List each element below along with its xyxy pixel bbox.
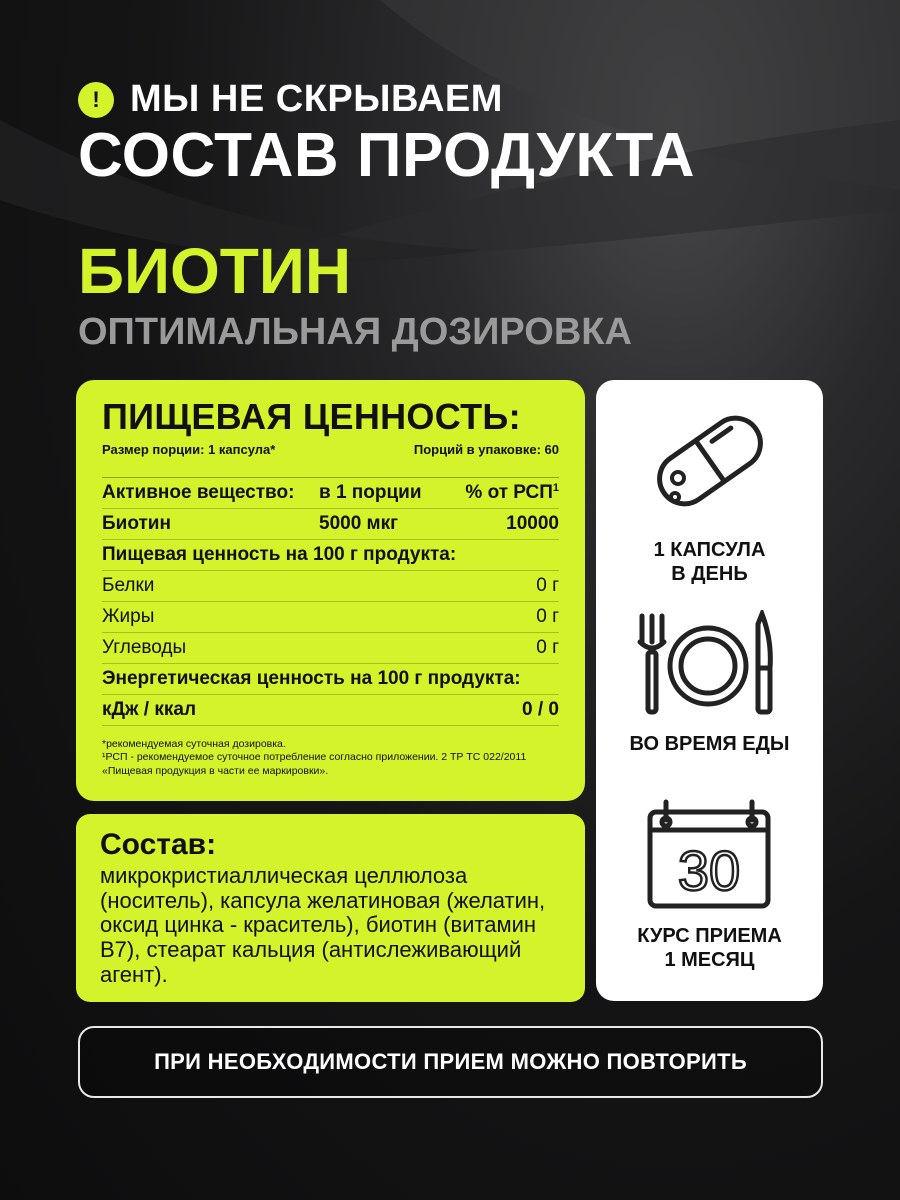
- nutrition-card: [76, 380, 585, 801]
- active-percent: 10000: [506, 513, 559, 534]
- table-row: Углеводы 0 г: [102, 633, 559, 664]
- headline: [78, 78, 695, 188]
- nutrition-table: [102, 477, 559, 726]
- footnotes: [102, 738, 559, 778]
- active-amount: 5000 мкг: [319, 513, 399, 534]
- composition-text: микрокристиаллическая целлюлоза (носитель), капсула желатиновая (желатин, оксид цинка - краситель), биотин (витамин В7), стеарат кальция (антислеживающий агент).: [100, 863, 546, 987]
- composition-title: Состав:: [100, 828, 217, 861]
- servings-per-pack: Порций в упаковке: 60: [413, 442, 559, 457]
- table-header-row: [102, 478, 559, 509]
- capsule-label: 1 КАПСУЛА В ДЕНЬ: [653, 539, 766, 585]
- usage-card: [596, 380, 823, 1001]
- nutrition-title: ПИЩЕВАЯ ЦЕННОСТЬ:: [102, 396, 521, 437]
- energy-heading: Энергетическая ценность на 100 г продукта:: [102, 664, 559, 695]
- product-block: [78, 235, 632, 354]
- table-row-biotin: [102, 509, 559, 540]
- footnote-2: ¹РСП - рекомендуемое суточное потребление согласно приложении. 2 ТР ТС 022/2011 «Пищевая продукция в части ее маркировки».: [102, 751, 527, 777]
- calendar-number: 30: [677, 839, 741, 902]
- per100-heading: Пищевая ценность на 100 г продукта:: [102, 540, 559, 571]
- product-name: БИОТИН: [78, 235, 352, 307]
- serving-size: Размер порции: 1 капсула*: [102, 442, 276, 457]
- composition-card: [76, 814, 585, 1002]
- headline-line1: МЫ НЕ СКРЫВАЕМ: [130, 78, 503, 120]
- table-row-energy: кДж / ккал 0 / 0: [102, 695, 559, 726]
- repeat-course-banner: ПРИ НЕОБХОДИМОСТИ ПРИЕМ МОЖНО ПОВТОРИТЬ: [78, 1026, 823, 1098]
- product-subtitle: ОПТИМАЛЬНАЯ ДОЗИРОВКА: [78, 311, 632, 354]
- col-per-serving: в 1 порции: [319, 482, 422, 503]
- calendar-icon: [646, 798, 772, 910]
- course-label: КУРС ПРИЕМА 1 МЕСЯЦ: [637, 925, 782, 971]
- cutlery-plate-icon: [634, 610, 784, 718]
- meal-label: ВО ВРЕМЯ ЕДЫ: [629, 733, 790, 755]
- col-percent-rsp: % от РСП$^1$: [465, 482, 559, 503]
- table-row: Жиры 0 г: [102, 602, 559, 633]
- table-row: Белки 0 г: [102, 571, 559, 602]
- serving-info: [102, 442, 559, 457]
- active-name: Биотин: [102, 513, 171, 534]
- capsule-icon: [648, 402, 772, 520]
- headline-line2: СОСТАВ ПРОДУКТА: [78, 121, 696, 190]
- exclamation-icon: !: [78, 82, 114, 118]
- col-active-substance: Активное вещество:: [102, 482, 295, 503]
- footnote-1: *рекомендуемая суточная дозировка.: [102, 738, 286, 750]
